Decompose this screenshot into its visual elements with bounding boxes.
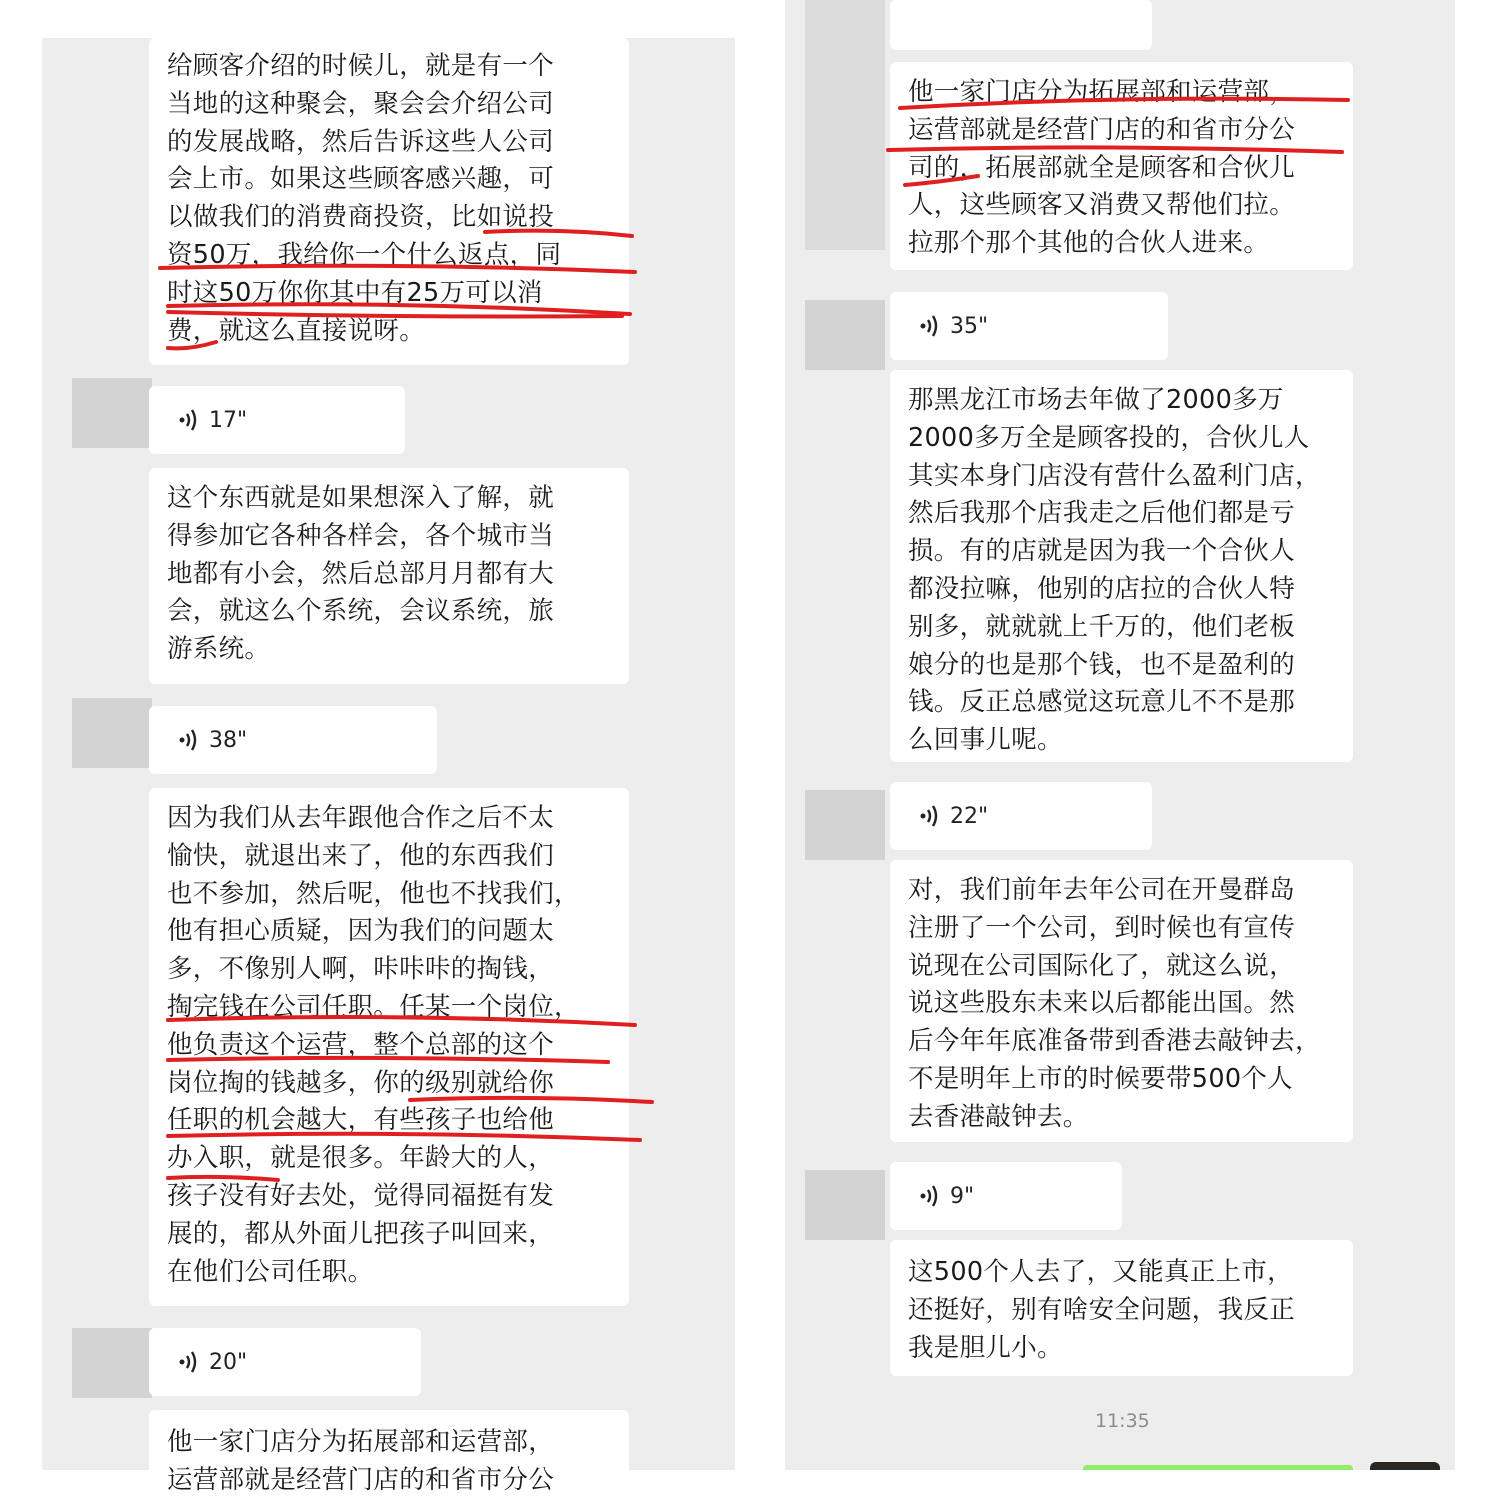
message-bubble[interactable]: 他一家门店分为拓展部和运营部， 运营部就是经营门店的和省市分公 司的，拓展部就全是顾客和合伙儿 人，这些顾客又消费又帮他们拉。 拉那个那个其他的合伙人进来。 [890,62,1353,270]
voice-message[interactable] [149,706,437,774]
pixelated-avatar [805,0,885,250]
voice-wave-icon [920,1184,940,1208]
voice-message[interactable] [890,1162,1122,1230]
voice-message[interactable] [890,292,1168,360]
pixelated-avatar [72,1328,152,1398]
message-bubble[interactable]: 因为我们从去年跟他合作之后不太 愉快，就退出来了，他的东西我们 也不参加，然后呢，他也不找我们， 他有担心质疑，因为我们的问题太 多，不像别人啊，咔咔咔的掏钱， 掏完钱在公司任职。任某一个岗位， 他负责这个运营，整个总部的这个 岗位掏的钱越多，你的级别就给你 任职的机会越大，有些孩子也给他 办入职，就是很多。年龄大的人， 孩子没有好去处，觉得同福挺有发 展的，都从外面儿把孩子叫回来， 在他们公司任职。 [149,788,629,1306]
message-bubble[interactable]: 那黑龙江市场去年做了2000多万 2000多万全是顾客投的，合伙儿人 其实本身门店没有营什么盈利门店， 然后我那个店我走之后他们都是亏 损。有的店就是因为我一个合伙人 都没拉嘛，他别的店拉的合伙人特 别多，就就就上千万的，他们老板 娘分的也是那个钱，也不是盈利的 钱。反正总感觉这玩意儿不不是那 么回事儿呢。 [890,370,1353,762]
voice-duration: 17" [209,407,248,433]
voice-message[interactable] [149,1328,421,1396]
voice-duration: 22" [950,803,989,829]
voice-wave-icon [179,728,199,752]
voice-duration: 35" [950,313,989,339]
voice-wave-icon [920,314,940,338]
voice-message[interactable] [890,782,1152,850]
chat-timestamp: 11:35 [1095,1410,1150,1432]
message-bubble[interactable]: 对，我们前年去年公司在开曼群岛 注册了一个公司，到时候也有宣传 说现在公司国际化了，就这么说， 说这些股东未来以后都能出国。然 后今年年底准备带到香港去敲钟去， 不是明年上市的时候要带500个人 去香港敲钟去。 [890,860,1353,1142]
pixelated-avatar [72,378,152,448]
self-avatar-partial [1370,1462,1440,1470]
message-bubble[interactable]: 这500个人去了，又能真正上市， 还挺好，别有啥安全问题，我反正 我是胆儿小。 [890,1240,1353,1376]
message-bubble[interactable]: 这个东西就是如果想深入了解，就 得参加它各种各样会，各个城市当 地都有小会，然后总部月月都有大 会，就这么个系统，会议系统，旅 游系统。 [149,468,629,684]
message-bubble[interactable]: 他一家门店分为拓展部和运营部， 运营部就是经营门店的和省市分公 [149,1410,629,1490]
self-message-bubble-partial [1083,1465,1353,1470]
voice-duration: 38" [209,727,248,753]
pixelated-avatar [805,1170,885,1240]
pixelated-avatar [805,790,885,860]
pixelated-avatar [805,300,885,370]
voice-duration: 9" [950,1183,975,1209]
voice-message[interactable] [149,386,405,454]
message-bubble[interactable]: 给顾客介绍的时候儿，就是有一个 当地的这种聚会，聚会会介绍公司 的发展战略，然后告诉这些人公司 会上市。如果这些顾客感兴趣，可 以做我们的消费商投资，比如说投 资50万，我给你一个什么返点，同 时这50万你你其中有25万可以消 费，就这么直接说呀。 [149,38,629,365]
pixelated-avatar [72,698,152,768]
voice-wave-icon [179,1350,199,1374]
voice-duration: 20" [209,1349,248,1375]
voice-wave-icon [920,804,940,828]
right-chat-screenshot [785,0,1455,1470]
voice-wave-icon [179,408,199,432]
left-chat-screenshot [42,38,735,1495]
message-bubble-partial [890,0,1152,50]
